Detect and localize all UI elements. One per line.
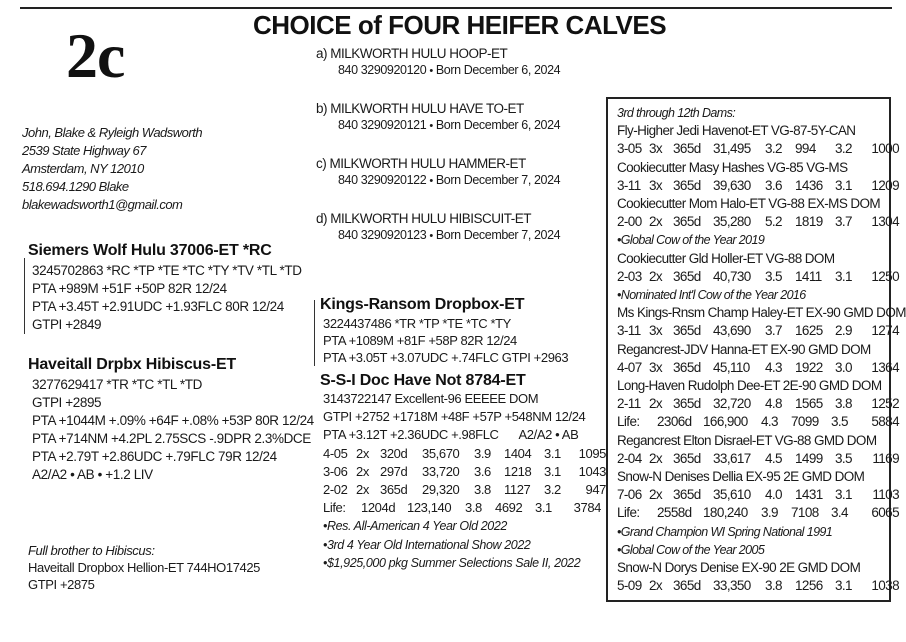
record-cell: 1625 [795, 323, 823, 339]
owner-phone: 518.694.1290 Blake [22, 179, 129, 194]
record-cell: 3.6 [765, 177, 782, 193]
maternal-sire-line: 3224437486 *TR *TP *TE *TC *TY [323, 316, 511, 331]
record-cell: 1000 [871, 141, 899, 157]
pedigree-line [24, 258, 25, 334]
top-rule [20, 7, 892, 9]
second-dam-pta-extra: A2/A2 • AB [518, 427, 579, 443]
record-cell: 1038 [871, 578, 899, 594]
record-cell: 3784 [573, 500, 601, 516]
record-cell: 4692 [495, 500, 523, 516]
record-cell: 3-11 [617, 323, 641, 339]
record-cell: 7108 [791, 505, 819, 521]
record-cell: 1274 [871, 323, 899, 339]
record-cell: 31,495 [713, 141, 751, 157]
record-cell: 1922 [795, 359, 823, 375]
record-cell: 123,140 [407, 500, 452, 516]
calf-id-line: 840 3290920123 • Born December 7, 2024 [338, 228, 561, 242]
record-cell: 1169 [872, 450, 899, 466]
calf-name: c) MILKWORTH HULU HAMMER-ET [316, 156, 526, 171]
dam-ancestor-note: •Nominated Int'l Cow of the Year 2016 [617, 288, 806, 303]
second-dam-id: 3143722147 Excellent-96 EEEEE DOM [323, 391, 539, 406]
dam-ancestor-name: Regancrest-JDV Hanna-ET EX-90 GMD DOM [617, 341, 871, 357]
record-cell: 33,350 [713, 578, 751, 594]
record-row-life [323, 499, 606, 517]
calf-id: 840 3290920120 [338, 63, 427, 77]
calf-id-line: 840 3290920121 • Born December 6, 2024 [338, 118, 561, 132]
record-cell: 4.0 [765, 487, 782, 503]
second-dam-records [323, 445, 606, 518]
record-cell: 2x [649, 578, 663, 594]
dam-details [32, 376, 314, 484]
calf-born: Born December 6, 2024 [435, 118, 561, 132]
record-cell: 4-07 [617, 359, 642, 375]
second-dam-name: S-S-I Doc Have Not 8784-ET [320, 372, 526, 389]
record-cell: 40,730 [713, 268, 751, 284]
dam-record [617, 177, 906, 195]
record-cell: 2x [356, 482, 369, 498]
dam-ancestor-name: Snow-N Denises Dellia EX-95 2E GMD DOM [617, 469, 865, 485]
record-cell: 365d [673, 359, 701, 375]
record-cell: 365d [673, 487, 701, 503]
dam-record [617, 322, 906, 340]
record-cell: 365d [673, 141, 701, 157]
calf-name: b) MILKWORTH HULU HAVE TO-ET [316, 101, 524, 116]
dam-ancestor-name: Regancrest Elton Disrael-ET VG-88 GMD DOM [617, 432, 877, 448]
record-cell: 5884 [871, 414, 899, 430]
record-cell: 3.0 [835, 359, 852, 375]
record-cell: 2-11 [617, 396, 641, 412]
dam-record [617, 140, 906, 158]
calf-entry [316, 101, 560, 132]
record-cell: 3.8 [835, 396, 852, 412]
record-cell: 365d [673, 214, 701, 230]
record-cell: 4-05 [323, 445, 348, 461]
record-cell: 320d [380, 445, 408, 461]
sire-details [32, 262, 302, 334]
record-cell: 3.4 [831, 505, 848, 521]
maternal-sire-name: Kings-Ransom Dropbox-ET [320, 296, 525, 313]
record-cell: 3.1 [835, 177, 852, 193]
record-cell: 1304 [871, 214, 899, 230]
dam-record [617, 395, 906, 413]
record-cell: 3.8 [465, 500, 482, 516]
record-cell: 3.2 [765, 141, 782, 157]
record-cell: 3-05 [617, 141, 642, 157]
record-cell: 3.6 [474, 463, 491, 479]
record-cell: 1364 [871, 359, 899, 375]
record-cell: 365d [673, 578, 701, 594]
sire-line: 3245702863 *RC *TP *TE *TC *TY *TV *TL *TD [32, 263, 302, 278]
calf-born: Born December 7, 2024 [435, 228, 561, 242]
record-cell: 1404 [504, 445, 532, 461]
second-dam-note: •$1,925,000 pkg Summer Selections Sale II, 2022 [323, 555, 581, 570]
record-cell: 180,240 [703, 505, 748, 521]
record-cell: 3.2 [544, 482, 561, 498]
sire-line: PTA +3.45T +2.91UDC +1.93FLC 80R 12/24 [32, 299, 284, 314]
record-cell: Life: [617, 414, 640, 430]
record-cell: 3-11 [617, 177, 641, 193]
dam-life-record [617, 413, 906, 431]
owner-street: 2539 State Highway 67 [22, 143, 146, 158]
record-cell: 1095 [578, 445, 606, 461]
record-cell: 297d [380, 463, 408, 479]
calf-entry [316, 211, 560, 242]
dam-line: 3277629417 *TR *TC *TL *TD [32, 377, 202, 392]
dam-line: PTA +714NM +4.2PL 2.75SCS -.9DPR 2.3%DCE [32, 431, 311, 446]
record-row [323, 445, 606, 463]
record-cell: 1127 [504, 482, 531, 498]
calf-id: 840 3290920123 [338, 228, 427, 242]
dam-record [617, 577, 906, 595]
calf-entry [316, 46, 560, 77]
dams-list [617, 104, 906, 595]
record-cell: 3.1 [835, 487, 852, 503]
record-cell: 1043 [578, 463, 606, 479]
calf-id-line: 840 3290920122 • Born December 7, 2024 [338, 173, 561, 187]
record-cell: 1411 [795, 268, 822, 284]
dam-ancestor-note: •Grand Champion WI Spring National 1991 [617, 524, 833, 539]
record-cell: 1436 [795, 177, 823, 193]
record-cell: 365d [673, 396, 701, 412]
maternal-sire-line: PTA +1089M +81F +58P 82R 12/24 [323, 333, 517, 348]
record-cell: 35,670 [422, 445, 460, 461]
record-cell: 1250 [871, 268, 899, 284]
record-cell: 32,720 [713, 396, 751, 412]
record-cell: 3x [649, 141, 663, 157]
record-cell: 6065 [871, 505, 899, 521]
full-brother-block [28, 542, 260, 593]
record-cell: 2x [649, 214, 663, 230]
owner-city: Amsterdam, NY 12010 [22, 161, 144, 176]
full-brother-label: Full brother to Hibiscus: [28, 543, 155, 558]
record-cell: 3.1 [544, 463, 561, 479]
record-row [323, 463, 606, 481]
record-cell: 365d [673, 450, 701, 466]
record-cell: 4.8 [765, 396, 782, 412]
record-cell: 7-06 [617, 487, 642, 503]
record-cell: 2-03 [617, 268, 642, 284]
record-cell: 3.9 [761, 505, 778, 521]
record-cell: 45,110 [713, 359, 750, 375]
record-cell: 2.9 [835, 323, 852, 339]
record-cell: 3-06 [323, 463, 348, 479]
second-dam-gtpi: GTPI +2752 +1718M +48F +57P +548NM 12/24 [323, 409, 586, 425]
record-cell: 3.1 [535, 500, 552, 516]
dam-ancestor-note: •Global Cow of the Year 2005 [617, 542, 765, 557]
record-cell: 3.1 [835, 578, 852, 594]
calf-born: Born December 6, 2024 [435, 63, 561, 77]
record-cell: 3.8 [765, 578, 782, 594]
record-cell: 1565 [795, 396, 823, 412]
second-dam-pta [323, 426, 606, 444]
record-cell: 2x [649, 396, 663, 412]
dam-ancestor-name: Ms Kings-Rnsm Champ Haley-ET EX-90 GMD DOM [617, 305, 906, 321]
dam-record [617, 450, 906, 468]
record-cell: 1252 [871, 396, 899, 412]
lot-number: 2c [66, 20, 125, 91]
record-cell: 3.7 [765, 323, 782, 339]
record-row [323, 481, 606, 499]
record-cell: 3.9 [474, 445, 491, 461]
owner-block [22, 124, 202, 214]
calf-born: Born December 7, 2024 [435, 173, 561, 187]
calf-id-line: 840 3290920120 • Born December 6, 2024 [338, 63, 561, 77]
dam-name: Haveitall Drpbx Hibiscus-ET [28, 356, 236, 373]
record-cell: Life: [323, 500, 346, 516]
second-dam-note: •Res. All-American 4 Year Old 2022 [323, 519, 507, 534]
dam-life-record [617, 504, 906, 522]
record-cell: 1209 [871, 177, 899, 193]
dam-line: PTA +2.79T +2.86UDC +.79FLC 79R 12/24 [32, 449, 277, 464]
record-cell: 1819 [795, 214, 823, 230]
dam-ancestor-name: Snow-N Dorys Denise EX-90 2E GMD DOM [617, 560, 861, 576]
maternal-sire-details [323, 315, 568, 366]
record-cell: 3x [649, 359, 663, 375]
record-cell: 43,690 [713, 323, 751, 339]
dam-ancestor-name: Cookiecutter Gld Holler-ET VG-88 DOM [617, 250, 835, 266]
record-cell: 2x [356, 463, 369, 479]
record-cell: 1218 [504, 463, 532, 479]
sire-line: PTA +989M +51F +50P 82R 12/24 [32, 281, 227, 296]
record-cell: 2-00 [617, 214, 642, 230]
record-cell: 1103 [872, 487, 899, 503]
dam-ancestor-name: Cookiecutter Masy Hashes VG-85 VG-MS [617, 159, 848, 175]
record-cell: 1204d [361, 500, 396, 516]
sire-line: GTPI +2849 [32, 317, 102, 332]
calf-name: a) MILKWORTH HULU HOOP-ET [316, 46, 508, 61]
owner-email[interactable]: blakewadsworth1@gmail.com [22, 197, 183, 212]
record-cell: 39,630 [713, 177, 751, 193]
record-cell: 5-09 [617, 578, 642, 594]
second-dam-details [323, 390, 606, 572]
record-cell: 2x [649, 450, 663, 466]
record-cell: 3x [649, 177, 663, 193]
record-cell: 35,610 [713, 487, 751, 503]
record-cell: 166,900 [703, 414, 748, 430]
record-cell: 365d [380, 482, 408, 498]
record-cell: 7099 [791, 414, 819, 430]
dams-header: 3rd through 12th Dams: [617, 106, 736, 120]
record-cell: 2x [356, 445, 369, 461]
record-cell: 3.1 [544, 445, 561, 461]
calf-id: 840 3290920121 [338, 118, 427, 132]
record-cell: 3.5 [831, 414, 848, 430]
record-cell: 3.2 [835, 141, 852, 157]
calf-name: d) MILKWORTH HULU HIBISCUIT-ET [316, 211, 532, 226]
record-cell: 1431 [795, 487, 823, 503]
dam-record [617, 268, 906, 286]
record-cell: 33,617 [713, 450, 751, 466]
dam-record [617, 359, 906, 377]
second-dam-note: •3rd 4 Year Old International Show 2022 [323, 537, 531, 552]
record-cell: 2306d [657, 414, 692, 430]
dam-ancestor-name: Long-Haven Rudolph Dee-ET 2E-90 GMD DOM [617, 378, 882, 394]
sire-name: Siemers Wolf Hulu 37006-ET *RC [28, 242, 272, 259]
pedigree-line [314, 300, 315, 366]
dam-line: GTPI +2895 [32, 395, 102, 410]
maternal-sire-line: PTA +3.05T +3.07UDC +.74FLC GTPI +2963 [323, 350, 569, 365]
calf-entry [316, 156, 560, 187]
dam-ancestor-name: Cookiecutter Mom Halo-ET VG-88 EX-MS DOM [617, 196, 881, 212]
record-cell: 3.5 [835, 450, 852, 466]
record-cell: 365d [673, 177, 701, 193]
record-cell: 33,720 [422, 463, 460, 479]
record-cell: 3.8 [474, 482, 491, 498]
record-cell: 365d [673, 268, 701, 284]
record-cell: 2x [649, 268, 663, 284]
dam-ancestor-note: •Global Cow of the Year 2019 [617, 233, 765, 248]
record-cell: 29,320 [422, 482, 460, 498]
record-cell: 1499 [795, 450, 823, 466]
record-cell: 4.5 [765, 450, 782, 466]
record-cell: 2558d [657, 505, 692, 521]
record-cell: 4.3 [765, 359, 782, 375]
record-cell: 3.7 [835, 214, 852, 230]
page-title: CHOICE of FOUR HEIFER CALVES [253, 10, 667, 40]
second-dam-pta-text: PTA +3.12T +2.36UDC +.98FLC [323, 427, 499, 443]
owner-names: John, Blake & Ryleigh Wadsworth [22, 125, 203, 140]
record-cell: 3.1 [835, 268, 852, 284]
record-cell: 365d [673, 323, 701, 339]
record-cell: 2-04 [617, 450, 642, 466]
record-cell: 2-02 [323, 482, 348, 498]
dam-line: PTA +1044M +.09% +64F +.08% +53P 80R 12/24 [32, 413, 314, 428]
record-cell: 3.5 [765, 268, 782, 284]
calf-id: 840 3290920122 [338, 173, 427, 187]
record-cell: 2x [649, 487, 663, 503]
record-cell: 3x [649, 323, 663, 339]
record-cell: Life: [617, 505, 640, 521]
dam-line: A2/A2 • AB • +1.2 LIV [32, 467, 153, 482]
record-cell: 1256 [795, 578, 823, 594]
record-cell: 947 [585, 482, 606, 498]
record-cell: 994 [795, 141, 816, 157]
dam-record [617, 213, 906, 231]
dam-record [617, 486, 906, 504]
full-brother-gtpi: GTPI +2875 [28, 577, 95, 592]
record-cell: 4.3 [761, 414, 778, 430]
dam-ancestor-name: Fly-Higher Jedi Havenot-ET VG-87-5Y-CAN [617, 123, 856, 139]
record-cell: 35,280 [713, 214, 751, 230]
record-cell: 5.2 [765, 214, 782, 230]
full-brother-name: Haveitall Dropbox Hellion-ET 744HO17425 [28, 560, 261, 575]
